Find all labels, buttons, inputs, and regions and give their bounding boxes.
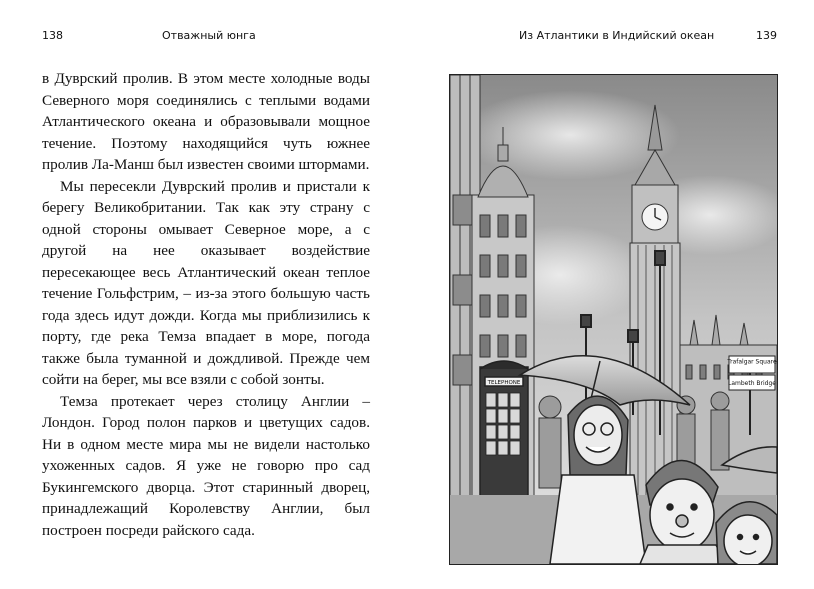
paragraph-2: Мы пересекли Дуврский пролив и пристали к берегу Великобритании. Так как эту страну с одной стороны омывает Северное море, а с другой на нее оказывает воздействие пересекающее весь Атлантический океан теплое течение Гольфстрим, – из-за этого большую часть года здесь идут дожди. Когда мы приблизились к порту, где река Темза впадает в море, погода также была туманной и дождливой. Прежде чем сойти на берег, мы все взяли с собой зонты. [42,177,370,388]
telephone-sign: TELEPHONE [487,380,521,386]
telephone-box [480,361,528,497]
page-number-left: 138 [42,29,63,42]
running-title-right: Из Атлантики в Индийский океан [519,29,715,42]
illustration-svg [450,75,777,564]
london-illustration [449,74,778,565]
body-text [42,68,370,541]
sign-trafalgar-text: Trafalgar Square [727,358,777,366]
paragraph-1: в Дуврский пролив. В этом месте холодные воды Северного моря соединялись с теплыми водами Атлантического океана и образовывали мощное течение. Поэтому находящийся чуть южнее пролив Ла-Манш был известен своими штормами. [42,70,370,173]
sign-lambeth-text: Lambeth Bridge [728,380,776,387]
paragraph-3: Темза протекает через столицу Англии – Лондон. Город полон парков и цветущих садов. Ни в одном месте мира мы не видели настолько ухоженных садов. Я уже не говорю про сад Букингемского дворца. Этот старинный дворец, принадлежащий Королевству Англии, был построен посреди райского сада. [42,392,370,539]
running-title-left: Отважный юнга [162,29,256,42]
page-number-right: 139 [756,29,777,42]
